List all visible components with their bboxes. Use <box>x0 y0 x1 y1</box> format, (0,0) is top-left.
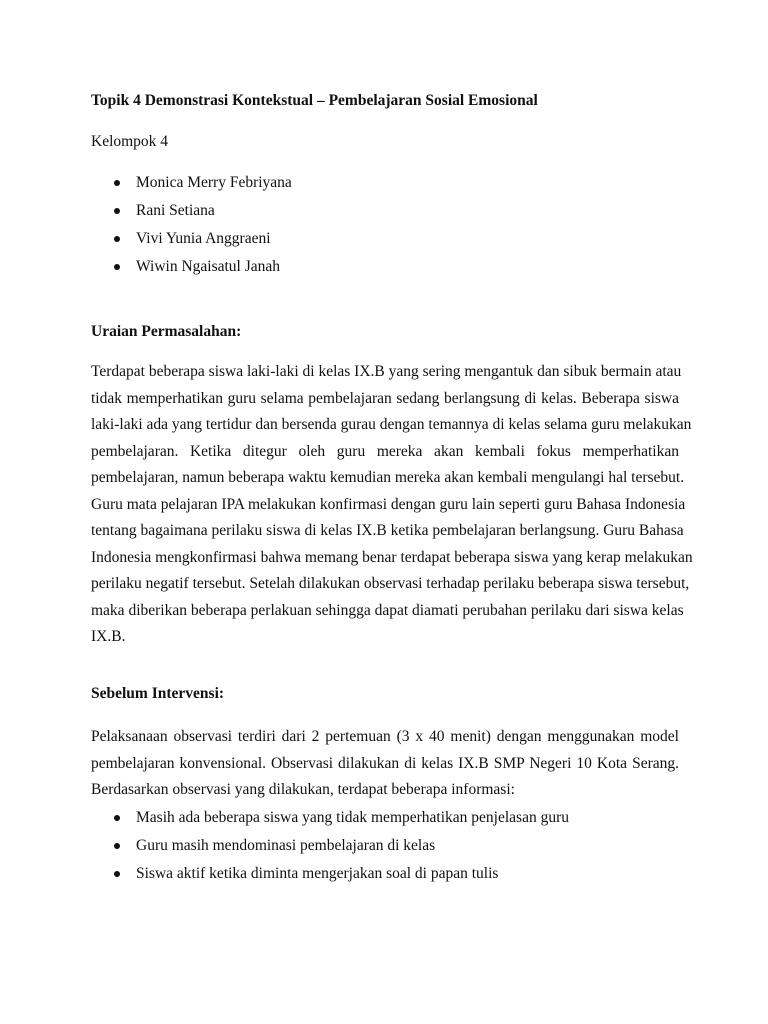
list-item <box>91 863 679 885</box>
text-line: pembelajaran. Ketika ditegur oleh guru mereka akan kembali fokus memperhatikan <box>91 442 679 460</box>
member-name: Monica Merry Febriyana <box>136 174 292 191</box>
list-item <box>91 807 679 829</box>
info-text: Masih ada beberapa siswa yang tidak memperhatikan penjelasan guru <box>136 809 569 826</box>
list-item <box>91 172 679 194</box>
text-line: IX.B. <box>91 628 126 645</box>
text-line: Guru mata pelajaran IPA melakukan konfirmasi dengan guru lain seperti guru Bahasa Indonesia <box>91 495 686 513</box>
information-list <box>91 807 679 891</box>
group-label: Kelompok 4 <box>91 133 169 150</box>
text-line: Berdasarkan observasi yang dilakukan, terdapat beberapa informasi: <box>91 781 515 798</box>
bullet-icon <box>114 264 120 270</box>
text-line: laki-laki ada yang tertidur dan bersenda gurau dengan temannya di kelas selama guru melakukan <box>91 416 692 433</box>
info-text: Guru masih mendominasi pembelajaran di kelas <box>136 837 436 854</box>
text-line: tentang bagaimana perilaku siswa di kelas IX.B ketika pembelajaran berlangsung. Guru Bahasa <box>91 522 684 539</box>
text-line: Terdapat beberapa siswa laki-laki di kelas IX.B yang sering mengantuk dan sibuk bermain atau <box>91 363 682 380</box>
info-text: Siswa aktif ketika diminta mengerjakan soal di papan tulis <box>136 865 499 882</box>
text-line: Indonesia mengkonfirmasi bahwa memang benar terdapat beberapa siswa yang kerap melakukan <box>91 548 693 566</box>
text-line: perilaku negatif tersebut. Setelah dilakukan observasi terhadap perilaku beberapa siswa tersebut, <box>91 575 690 592</box>
member-name: Rani Setiana <box>136 202 215 219</box>
bullet-icon <box>114 180 120 186</box>
member-name: Vivi Yunia Anggraeni <box>136 230 271 247</box>
text-line: pembelajaran konvensional. Observasi dilakukan di kelas IX.B SMP Negeri 10 Kota Serang. <box>91 754 679 772</box>
text-line: Pelaksanaan observasi terdiri dari 2 pertemuan (3 x 40 menit) dengan menggunakan model <box>91 728 679 745</box>
list-item <box>91 256 679 278</box>
bullet-icon <box>114 815 120 821</box>
document-page <box>91 0 693 1024</box>
section-heading-uraian: Uraian Permasalahan: <box>91 323 242 340</box>
paragraph-sebelum <box>91 724 679 804</box>
section-heading-sebelum: Sebelum Intervensi: <box>91 685 225 702</box>
bullet-icon <box>114 843 120 849</box>
text-line: pembelajaran, namun beberapa waktu kemudian mereka akan kembali mengulangi hal tersebut. <box>91 469 685 486</box>
text-line: tidak memperhatikan guru selama pembelajaran sedang berlangsung di kelas. Beberapa siswa <box>91 389 679 407</box>
list-item <box>91 228 679 250</box>
bullet-icon <box>114 208 120 214</box>
list-item <box>91 835 679 857</box>
member-name: Wiwin Ngaisatul Janah <box>136 258 281 275</box>
bullet-icon <box>114 236 120 242</box>
text-line: maka diberikan beberapa perlakuan sehingga dapat diamati perubahan perilaku dari siswa kelas <box>91 601 684 619</box>
document-title: Topik 4 Demonstrasi Kontekstual – Pembelajaran Sosial Emosional <box>91 92 538 109</box>
paragraph-uraian <box>91 359 693 651</box>
bullet-icon <box>114 871 120 877</box>
list-item <box>91 200 679 222</box>
member-list <box>91 172 679 284</box>
